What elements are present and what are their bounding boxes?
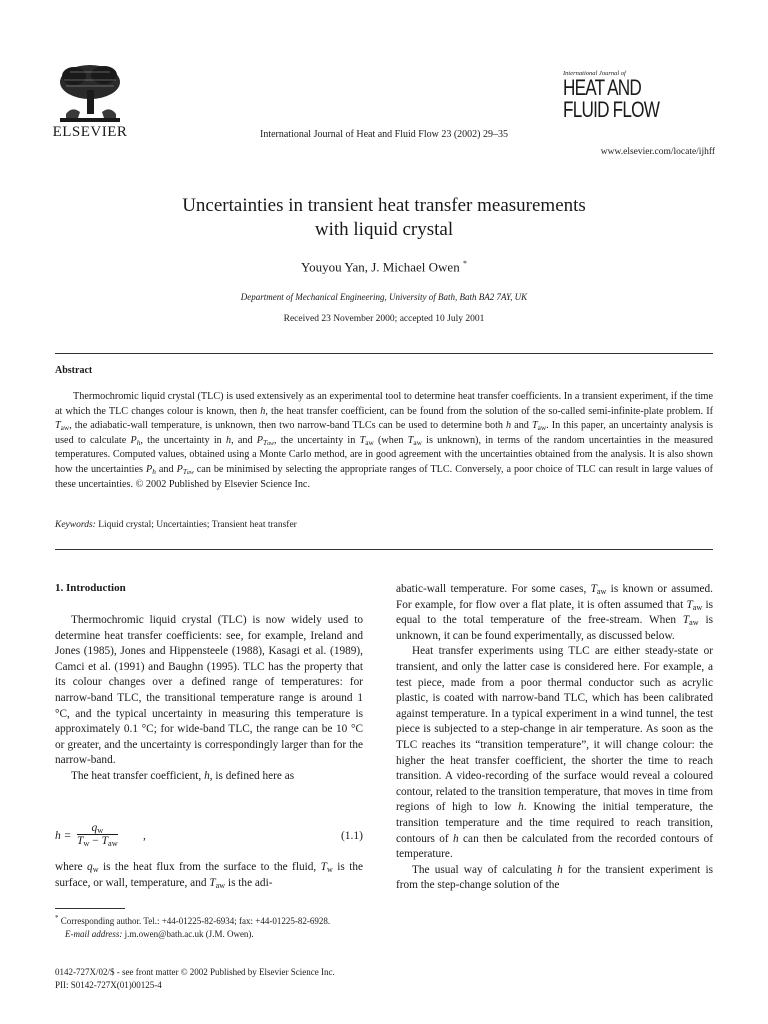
abstract-text-segment: can be minimised by selecting the appropriate ranges of TLC. Conversely, a poor choice of TLC can result in large values of these uncertainties. © 2002 Published by Elsevier Science Inc. [55, 463, 713, 490]
subscript-aw: aw [108, 839, 118, 849]
symbol-t: T [407, 434, 414, 446]
abstract-text-segment: and [155, 463, 177, 475]
subscript-aw: aw [186, 469, 194, 476]
intro-text-segment: , is defined here as [209, 769, 295, 782]
symbol-h: h [506, 420, 512, 432]
right-text-segment: The usual way of calculating [412, 863, 558, 876]
keywords-label: Keywords: [55, 520, 96, 530]
footnote-mark: * [55, 914, 59, 922]
intro-text [55, 769, 363, 785]
subscript-aw: aw [60, 423, 70, 433]
right-text-segment: is equal to the total temperature of the free-stream. When [396, 598, 713, 627]
title-line-1: Uncertainties in transient heat transfer measurements [182, 195, 586, 216]
journal-logo-line1: HEAT AND [563, 75, 641, 100]
right-text-segment: is unknown, it can be found experimentally, as discussed below. [396, 614, 713, 642]
keywords-text: Liquid crystal; Uncertainties; Transient heat transfer [95, 520, 297, 530]
abstract-body [55, 390, 713, 492]
footnote-email[interactable]: j.m.owen@bath.ac.uk (J.M. Owen). [122, 929, 254, 939]
footer-copyright: 0142-727X/02/$ - see front matter © 2002 Published by Elsevier Science Inc. [55, 967, 335, 977]
subscript-taw [263, 438, 274, 447]
subscript-taw [183, 467, 194, 476]
symbol-t: T [686, 598, 693, 611]
title-line-2: with liquid crystal [314, 219, 454, 240]
abstract-text-segment: Thermochromic liquid crystal (TLC) is used extensively as an experimental tool to determine heat transfer coefficients. In a transient experiment, if the time at which the TLC changes colour is known, then [55, 391, 713, 417]
intro-text-segment: The heat transfer coefficient, [71, 769, 205, 782]
intro-text-segment: is the heat flux from the surface to the fluid, [98, 861, 321, 873]
equation-1-1 [55, 822, 363, 858]
symbol-t: T [77, 835, 84, 847]
symbol-p: P [130, 434, 137, 446]
right-text-segment: Heat transfer experiments using TLC are either steady-state or transient, and only the latter case is considered here. For example, a test piece, made from a poor thermal conductor such as acrylic plastic, is coated with narrow-band TLC, which has been calibrated against temperature. In a typical experiment in a wind tunnel, the test piece is subjected to a step-change in air temperature. As soon as the TLC reaches its “transition temperature”, it will change colour: the higher the heat transfer coefficient, the shorter the time to reach transition. A video-recording of the surface would reveal a coloured contour, related to the transition temperature, that moves in time from regions of high to low [396, 645, 713, 814]
abstract-text-segment: is unknown), in terms of the random uncertainties in the measured temperatures. Computed values, obtained using a Monte Carlo method, are in good agreement with the uncertainties obtained from the analysis. It is also shown how the uncertainties [55, 434, 714, 475]
equation-number: (1.1) [340, 830, 363, 842]
section-heading-introduction: 1. Introduction [55, 582, 126, 594]
abstract-text-segment: , the adiabatic-wall temperature, is unknown, then two narrow-band TLCs can be used to determine both [69, 420, 507, 432]
publisher-name: ELSEVIER [52, 124, 128, 140]
abstract-text-segment: . In this paper, an uncertainty analysis is used to calculate [55, 420, 713, 446]
abstract-text-segment: , the uncertainty in [140, 434, 226, 446]
symbol-t: T [101, 835, 109, 847]
subscript-aw: aw [596, 587, 607, 597]
page-footer [55, 966, 335, 992]
subscript-aw: aw [365, 437, 374, 447]
elsevier-tree-logo-icon [52, 62, 128, 122]
subscript-w: w [97, 826, 104, 836]
symbol-t: T [263, 437, 268, 447]
subscript-h: h [136, 437, 141, 447]
keywords-bottom-rule [55, 549, 713, 550]
footer-pii: PII: S0142-727X(01)00125-4 [55, 980, 162, 990]
abstract-paragraph [55, 390, 713, 492]
footnote-email-label: E-mail address: [65, 929, 123, 939]
subscript-aw: aw [215, 880, 226, 890]
symbol-h: h [260, 405, 266, 417]
footnote-line [55, 912, 363, 928]
symbol-t: T [320, 861, 327, 873]
right-text-segment: for the transient experiment is from the step-change solution of the [396, 863, 713, 892]
abstract-text-segment: and [511, 420, 532, 432]
symbol-q: q [87, 861, 93, 873]
subscript-aw: aw [692, 602, 703, 612]
footnote-email-line [55, 928, 363, 941]
symbol-h: h [225, 434, 232, 446]
footnote-contact: Corresponding author. Tel.: +44-01225-82-6934; fax: +44-01225-82-6928. [58, 916, 331, 926]
equation-fraction [77, 822, 118, 847]
footnote-rule [55, 908, 125, 909]
journal-logo-small: International Journal of [563, 70, 626, 77]
article-title [60, 194, 708, 242]
subscript-w: w [83, 839, 90, 849]
equation-lhs: h = [55, 830, 72, 842]
intro-text-segment: is the surface, or wall, temperature, and [55, 861, 364, 889]
right-text-segment: abatic-wall temperature. For some cases, [396, 583, 591, 595]
symbol-t: T [182, 466, 187, 476]
symbol-t: T [55, 420, 61, 432]
subscript-w: w [92, 865, 99, 875]
intro-text: Thermochromic liquid crystal (TLC) is now widely used to determine heat transfer coefficients: see, for example, Ireland and Jones (1985), Jones and Hippensteele (1988), Kasagi et al. (1989), Camci et al. (1991) and Baughn (1995). TLC has the property that its colour changes over a defined range of temperatures: for narrow-band TLC, the transitional temperature range is around 1 °C, and the typical uncertainty in measuring this temperature is approximately 0.1 °C; for wide-band TLC, the range can be 10 °C or greater, and the uncertainty is correspondingly larger than for the narrow-band. [55, 614, 363, 767]
symbol-h: h [204, 769, 210, 782]
abstract-text-segment: , the heat transfer coefficient, can be found from the solution of the so-called semi-infinite-plate problem. If [265, 405, 713, 417]
equation-comma: , [143, 830, 146, 842]
right-column [396, 582, 713, 894]
right-paragraph-2 [396, 644, 713, 862]
subscript-h: h [152, 466, 156, 476]
intro-text-segment: where [55, 861, 88, 873]
abstract-top-rule [55, 353, 713, 354]
abstract-text-segment: (when [373, 434, 408, 446]
keywords [55, 520, 297, 530]
symbol-q: q [91, 822, 98, 834]
intro-text-segment: is the adi- [225, 876, 273, 889]
symbol-t: T [209, 876, 216, 889]
author-footnote-mark: * [462, 259, 467, 268]
symbol-t: T [682, 614, 690, 627]
equation-denominator [77, 835, 118, 847]
affiliation: Department of Mechanical Engineering, University of Bath, Bath BA2 7AY, UK [240, 292, 528, 302]
abstract-heading: Abstract [55, 365, 93, 376]
received-dates: Received 23 November 2000; accepted 10 July 2001 [283, 314, 485, 324]
authors [0, 259, 768, 275]
right-text-segment: can then be calculated from the recorded contours of temperature. [396, 832, 714, 861]
symbol-t: T [531, 420, 538, 432]
author-names: Youyou Yan, J. Michael Owen [301, 259, 460, 275]
footnote [55, 912, 363, 941]
symbol-t: T [359, 434, 366, 446]
journal-logo-line2: FLUID FLOW [563, 97, 660, 122]
symbol-h: h [453, 832, 459, 845]
abstract-text-segment: , the uncertainty in [273, 434, 360, 446]
symbol-h: h [518, 801, 524, 814]
right-paragraph-1 [396, 582, 713, 644]
minus-sign: − [89, 835, 102, 847]
right-text-segment: . Knowing the initial temperature, the transition temperature and the time required to reach transition, contours of [396, 801, 714, 845]
journal-url[interactable]: www.elsevier.com/locate/ijhff [600, 147, 715, 157]
symbol-p: P [256, 434, 264, 446]
subscript-w: w [326, 865, 333, 875]
intro-text [55, 860, 363, 891]
subscript-aw: aw [689, 618, 699, 628]
right-paragraph-3 [396, 863, 713, 894]
subscript-aw: aw [267, 440, 274, 447]
equation-numerator [77, 822, 118, 835]
symbol-t: T [590, 583, 597, 595]
subscript-aw: aw [537, 423, 547, 433]
right-text-segment: is known or assumed. For example, for flow over a flat plate, it is often assumed that [396, 583, 713, 611]
intro-paragraph-1 [55, 613, 363, 785]
abstract-text-segment: , and [231, 434, 257, 446]
symbol-h: h [557, 863, 563, 876]
intro-paragraph-3 [55, 860, 363, 891]
journal-citation: International Journal of Heat and Fluid Flow 23 (2002) 29–35 [259, 129, 508, 140]
subscript-aw: aw [413, 437, 422, 447]
symbol-p: P [145, 463, 153, 475]
journal-logo [563, 70, 713, 121]
symbol-p: P [176, 463, 183, 475]
